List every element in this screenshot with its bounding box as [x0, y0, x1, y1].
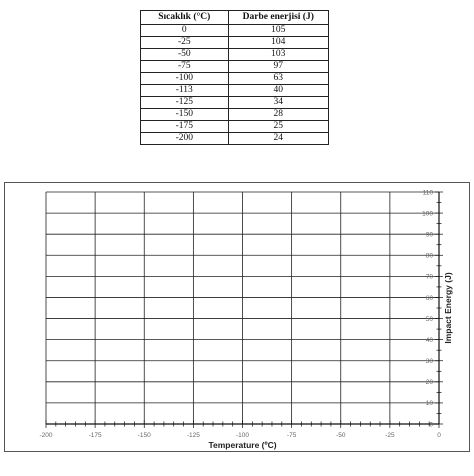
grid-layer [46, 192, 439, 424]
cell-energy: 104 [228, 37, 328, 49]
x-tick-label: -125 [186, 432, 200, 439]
tick-labels-layer [39, 189, 441, 439]
y-tick-label: 100 [422, 210, 433, 218]
cell-energy: 97 [228, 61, 328, 73]
cell-energy: 25 [228, 121, 328, 133]
y-tick-label: 110 [422, 189, 433, 197]
y-tick-label: 30 [425, 358, 433, 366]
cell-energy: 103 [228, 49, 328, 61]
ticks-layer [46, 192, 443, 428]
cell-energy: 40 [228, 85, 328, 97]
x-tick-label: -100 [235, 432, 250, 439]
y-tick-label: 70 [425, 273, 433, 281]
x-tick-label: -25 [385, 432, 395, 439]
y-tick-label: 80 [425, 252, 433, 260]
cell-temperature: -75 [141, 61, 229, 73]
cell-energy: 105 [228, 25, 328, 37]
cell-temperature: -125 [141, 97, 229, 109]
x-tick-label: 0 [437, 432, 441, 439]
header-temperature: Sıcaklık (°C) [141, 11, 229, 25]
cell-temperature: -50 [141, 49, 229, 61]
x-tick-label: -75 [286, 432, 297, 439]
y-tick-label: 20 [425, 379, 433, 387]
cell-energy: 34 [228, 97, 328, 109]
y-tick-label: 0 [429, 421, 433, 429]
y-tick-label: 40 [425, 336, 433, 344]
x-tick-label: -200 [39, 432, 53, 439]
cell-energy: 24 [228, 133, 328, 145]
header-impact-energy: Darbe enerjisi (J) [228, 11, 328, 25]
cell-temperature: 0 [141, 25, 229, 37]
y-tick-label: 10 [425, 400, 433, 408]
y-axis-label: Impact Energy (J) [443, 272, 453, 344]
x-tick-label: -150 [137, 432, 151, 439]
cell-temperature: -175 [141, 121, 229, 133]
cell-temperature: -200 [141, 133, 229, 145]
cell-temperature: -100 [141, 73, 229, 85]
cell-energy: 28 [228, 109, 328, 121]
y-tick-label: 50 [425, 315, 433, 323]
y-tick-label: 90 [425, 231, 433, 239]
cell-energy: 63 [228, 73, 328, 85]
cell-temperature: -25 [141, 37, 229, 49]
cell-temperature: -150 [141, 109, 229, 121]
x-tick-label: -50 [336, 432, 346, 439]
x-tick-label: -175 [88, 432, 102, 439]
cell-temperature: -113 [141, 85, 229, 97]
y-tick-label: 60 [425, 294, 433, 302]
x-axis-label: Temperature (ºC) [208, 440, 277, 450]
